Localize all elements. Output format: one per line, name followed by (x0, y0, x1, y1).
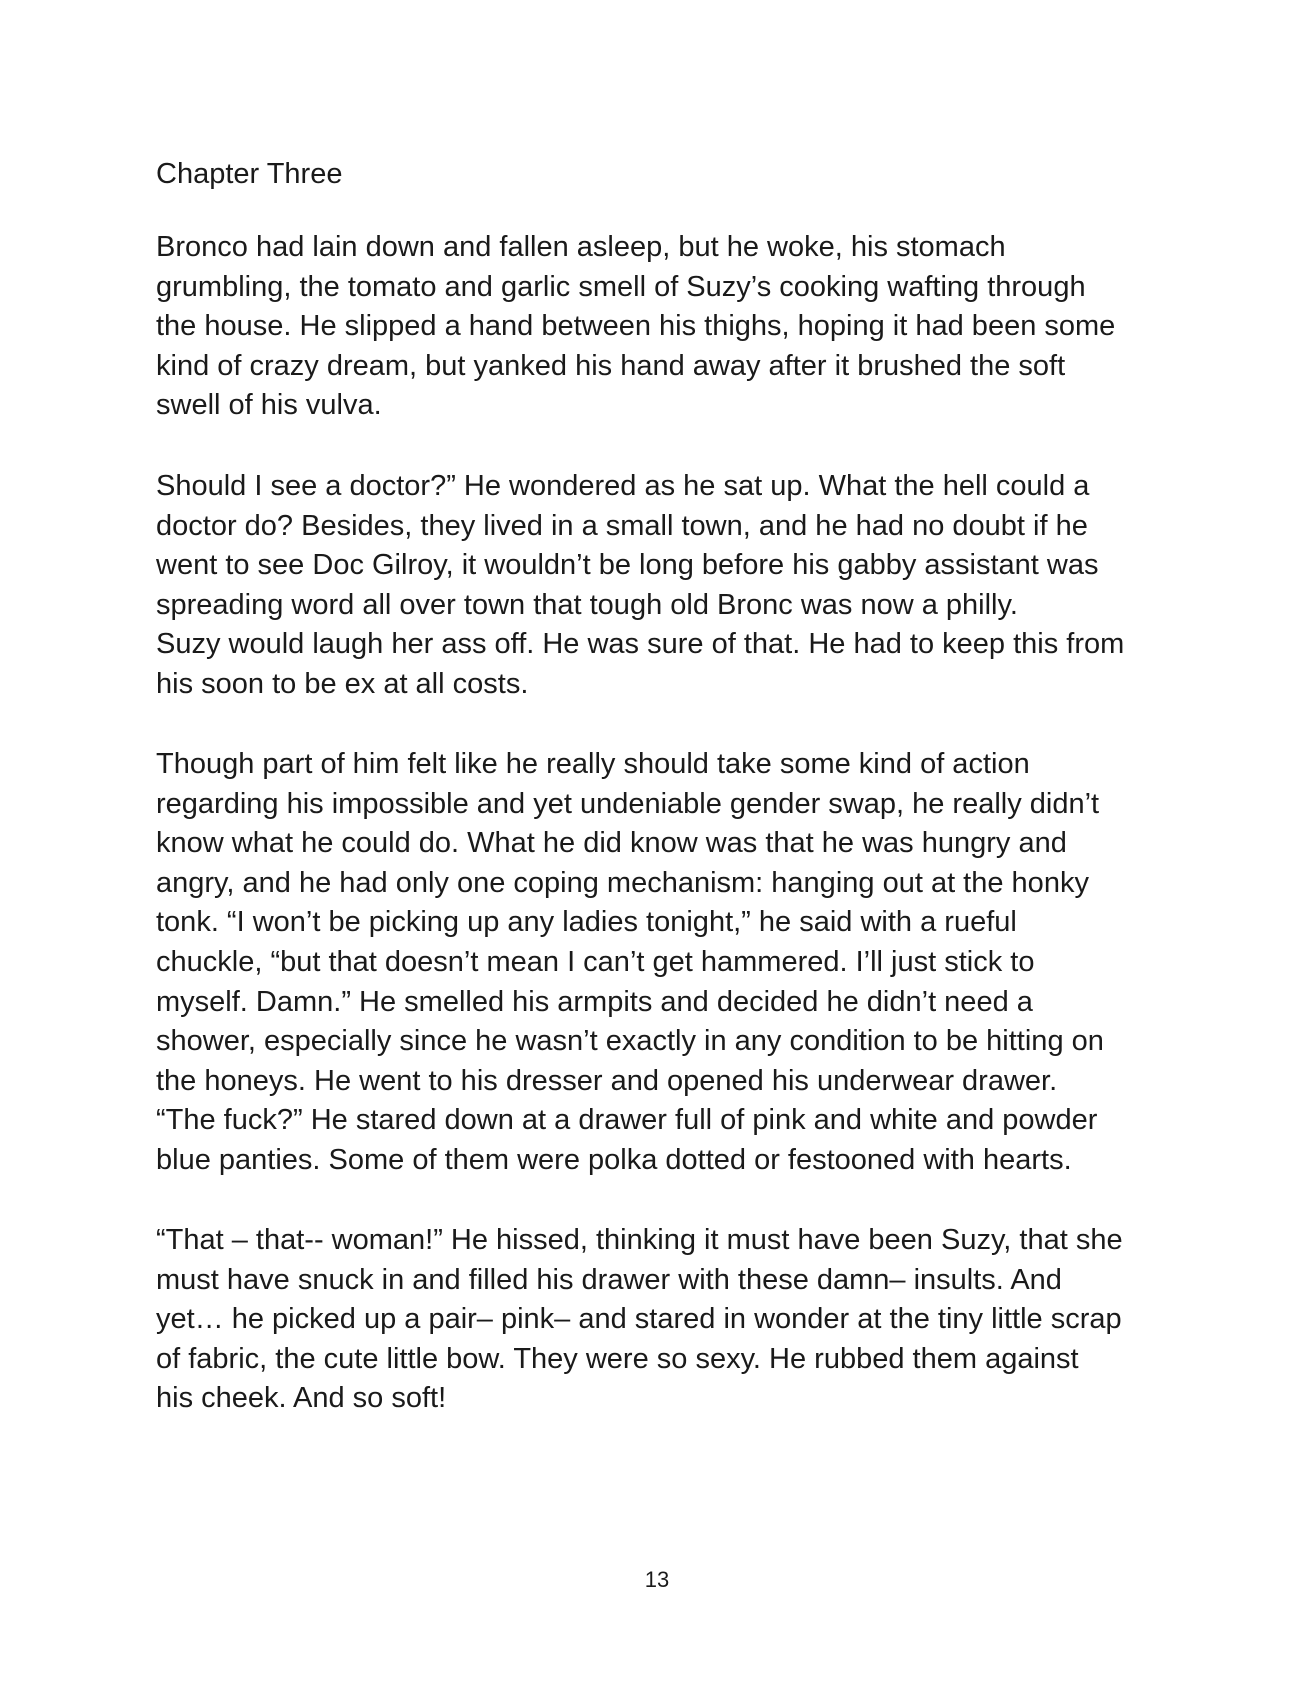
text-line: of fabric, the cute little bow. They were so sexy. He rubbed them against (156, 1342, 1079, 1375)
chapter-title: Chapter Three (156, 158, 343, 190)
text-line: myself. Damn.” He smelled his armpits and decided he didn’t need a (156, 985, 1033, 1018)
text-line: tonk. “I won’t be picking up any ladies tonight,” he said with a rueful (156, 906, 1017, 939)
paragraph-1 (156, 228, 1186, 426)
text-line: regarding his impossible and yet undeniable gender swap, he really didn’t (156, 787, 1100, 820)
text-line: blue panties. Some of them were polka dotted or festooned with hearts. (156, 1143, 1072, 1176)
text-line: chuckle, “but that doesn’t mean I can’t get hammered. I’ll just stick to (156, 945, 1035, 978)
text-line: “The fuck?” He stared down at a drawer full of pink and white and powder (156, 1104, 1098, 1137)
text-line: his cheek. And so soft! (156, 1382, 447, 1415)
text-line: the honeys. He went to his dresser and opened his underwear drawer. (156, 1064, 1058, 1097)
text-line: doctor do? Besides, they lived in a small town, and he had no doubt if he (156, 509, 1088, 542)
text-line: know what he could do. What he did know was that he was hungry and (156, 827, 1067, 860)
text-line: kind of crazy dream, but yanked his hand away after it brushed the soft (156, 349, 1066, 382)
text-line: Suzy would laugh her ass off. He was sure of that. He had to keep this from (156, 628, 1125, 661)
text-line: grumbling, the tomato and garlic smell of Suzy’s cooking wafting through (156, 270, 1086, 303)
text-line: the house. He slipped a hand between his thighs, hoping it had been some (156, 310, 1116, 343)
text-line: swell of his vulva. (156, 389, 382, 422)
text-line: spreading word all over town that tough old Bronc was now a philly. (156, 588, 1018, 621)
text-line: Should I see a doctor?” He wondered as he sat up. What the hell could a (156, 470, 1090, 502)
text-line: “That – that-- woman!” He hissed, thinking it must have been Suzy, that she (156, 1224, 1123, 1256)
text-line: must have snuck in and filled his drawer with these damn– insults. And (156, 1263, 1062, 1296)
text-line: yet… he picked up a pair– pink– and stared in wonder at the tiny little scrap (156, 1303, 1122, 1336)
text-line: shower, especially since he wasn’t exactly in any condition to be hitting on (156, 1025, 1104, 1058)
text-line: his soon to be ex at all costs. (156, 667, 529, 700)
page-number: 13 (644, 1567, 670, 1592)
text-line: Bronco had lain down and fallen asleep, but he woke, his stomach (156, 231, 1006, 263)
paragraph-2 (156, 467, 1186, 705)
text-line: went to see Doc Gilroy, it wouldn’t be long before his gabby assistant was (156, 549, 1099, 582)
text-line: angry, and he had only one coping mechanism: hanging out at the honky (156, 866, 1089, 899)
paragraph-4 (156, 1221, 1186, 1419)
text-line: Though part of him felt like he really should take some kind of action (156, 748, 1030, 780)
paragraph-3 (156, 745, 1186, 1181)
